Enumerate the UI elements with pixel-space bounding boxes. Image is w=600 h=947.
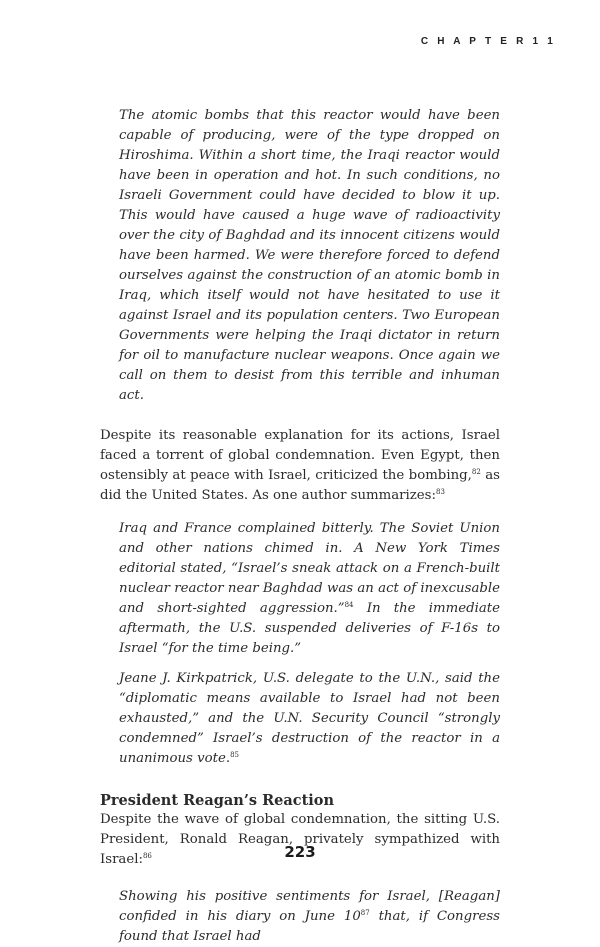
paragraph-text: Despite the wave of global condemnation, the sitting U.S. President, Ronald Reagan, privately sympathized with Israel: xyxy=(100,812,500,867)
footnote-ref-87[interactable]: 87 xyxy=(360,909,370,917)
footnote-ref-84[interactable]: 84 xyxy=(344,601,354,609)
body-paragraph-condemnation xyxy=(100,426,500,506)
paragraph-text: Despite its reasonable explanation for its actions, Israel faced a torrent of global condemnation. Even Egypt, then ostensibly at peace with Israel, criticized the bombing, xyxy=(100,428,500,483)
page-body xyxy=(100,106,500,947)
quote-text: Iraq and France complained bitterly. The Soviet Union and other nations chimed in. A New York Times editorial stated, “Israel’s sneak attack on a French-built nuclear reactor near Baghdad was an act of inexcusable and short-sighted aggression.” xyxy=(119,521,500,616)
paragraph-text: as did the United States. As one author summarizes: xyxy=(100,468,500,503)
page-number: 223 xyxy=(284,843,316,861)
quote-text: In the immediate aftermath, the U.S. suspended deliveries of F-16s to Israel “for the time being.” xyxy=(119,601,500,656)
block-quote-begin-statement: The atomic bombs that this reactor would have been capable of producing, were of the type dropped on Hiroshima. Within a short time, the Iraqi reactor would have been in operation and hot. In such conditions, no Israeli Government could have decided to blow it up. This would have caused a huge wave of radioactivity over the city of Baghdad and its innocent citizens would have been harmed. We were therefore forced to defend ourselves against the construction of an atomic bomb in Iraq, which itself would not have hesitated to use it against Israel and its population centers. Two European Governments were helping the Iraqi dictator in return for oil to manufacture nuclear weapons. Once again we call on them to desist from this terrible and inhuman act. xyxy=(119,108,500,403)
footnote-ref-82[interactable]: 82 xyxy=(471,468,481,476)
quote-text: Jeane J. Kirkpatrick, U.S. delegate to the U.N., said the “diplomatic means available to Israel had not been exhausted,” and the U.N. Security Council “strongly condemned” Israel’s destruction of the reactor in a unanimous vote. xyxy=(119,671,500,766)
body-paragraph-reagan xyxy=(100,810,500,870)
block-quote-kirkpatrick xyxy=(119,669,500,769)
footnote-ref-85[interactable]: 85 xyxy=(230,751,239,759)
quote-text: that, if Congress found that Israel had xyxy=(119,909,500,944)
section-heading: President Reagan’s Reaction xyxy=(100,792,335,809)
footnote-ref-83[interactable]: 83 xyxy=(435,488,445,496)
chapter-header: C H A P T E R 1 1 xyxy=(420,36,556,47)
block-quote-reagan-diary xyxy=(119,887,500,947)
footnote-ref-86[interactable]: 86 xyxy=(142,852,152,860)
quote-text: Showing his positive sentiments for Israel, [Reagan] confided in his diary on June 10 xyxy=(119,889,500,924)
block-quote-iraq-france xyxy=(119,519,500,659)
